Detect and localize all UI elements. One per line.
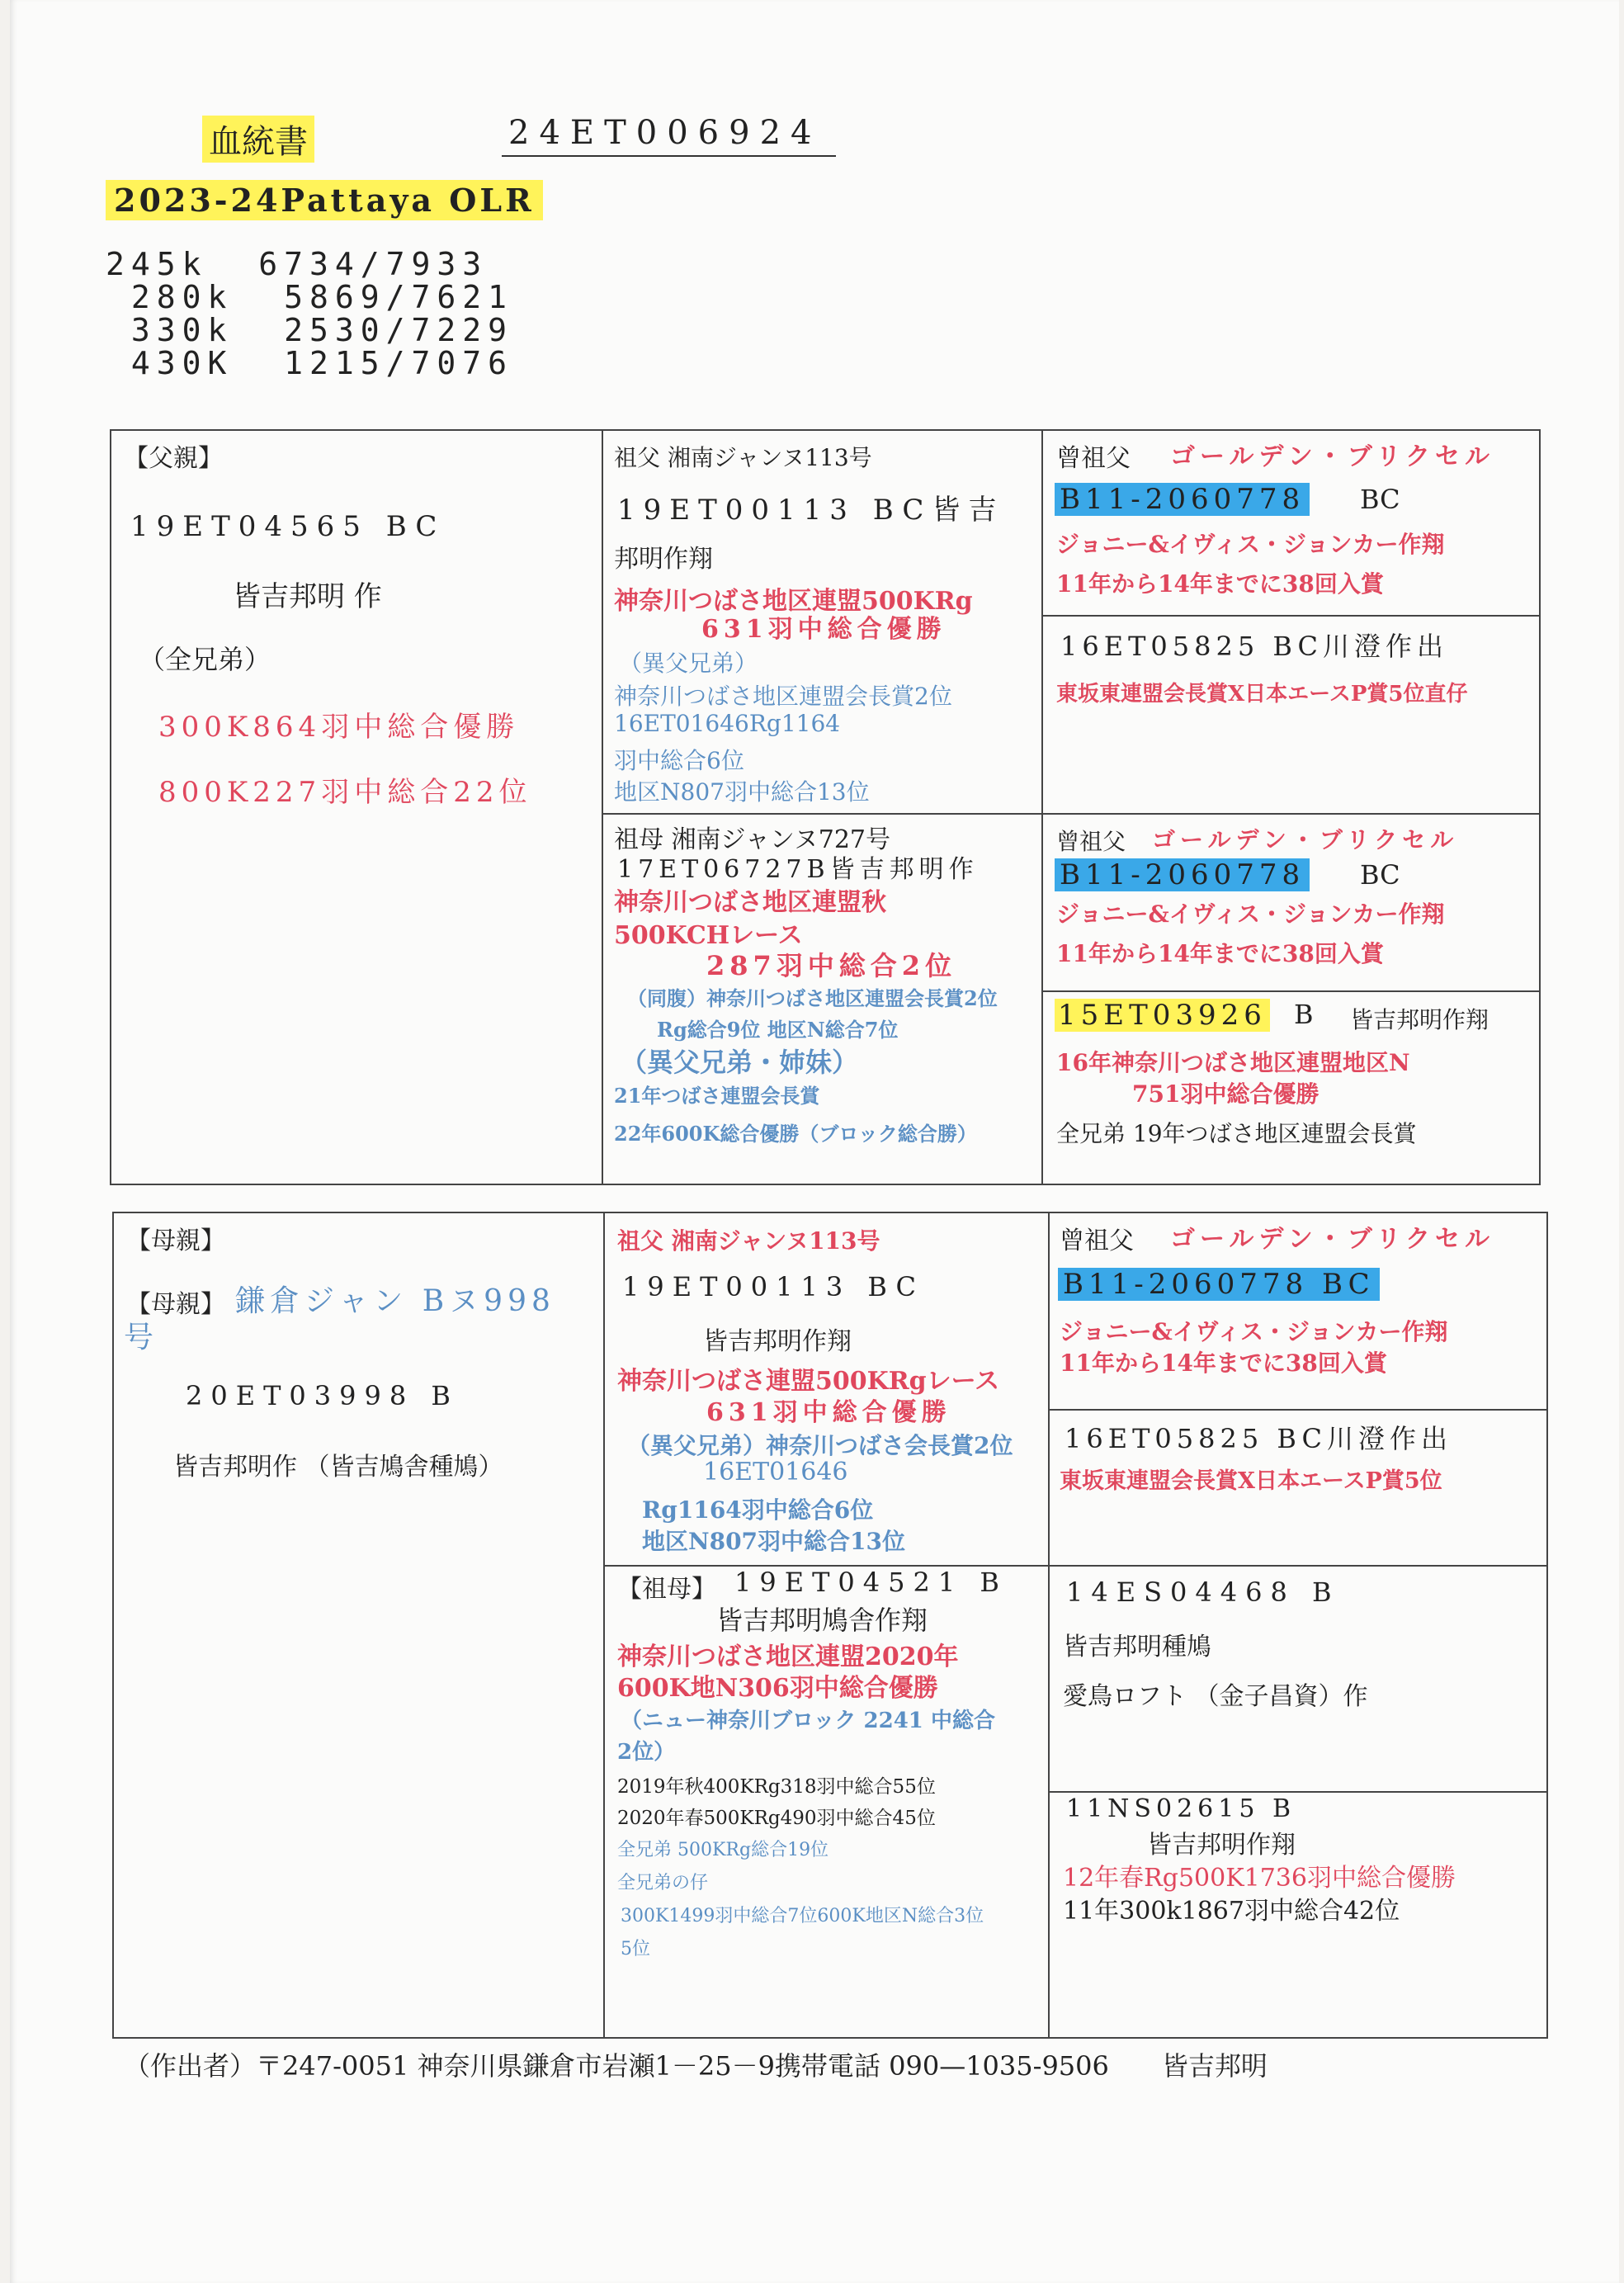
great-granddam-line: 全兄弟 19年つばさ地区連盟会長賞 [1056,1120,1417,1147]
great-grandsire-name: ゴールデン・ブリクセル [1170,1225,1494,1254]
great-granddam-ring: 15ET03926 [1055,999,1270,1032]
granddam-line: 600K地N306羽中総合優勝 [617,1674,938,1703]
great-grandsire-name: ゴールデン・ブリクセル [1152,826,1459,853]
breeder-footer: （作出者）〒247-0051 神奈川県鎌倉市岩瀬1－25－9携帯電話 090—1035-9506 皆吉邦明 [124,2050,1268,2082]
grandsire-label: 祖父 湘南ジャンヌ113号 [617,1227,880,1255]
great-grandsire-line: 11年から14年までに38回入賞 [1056,940,1384,967]
granddam-line: 287羽中総合2位 [706,950,957,981]
great-grandsire-line: ジョニー&イヴィス・ジョンカー作翔 [1060,1318,1448,1345]
granddam-line: 5位 [621,1939,650,1959]
granddam-line: Rg総合9位 地区N総合7位 [657,1018,899,1042]
great-grandsire-ring: B11-2060778 [1055,483,1310,516]
mother-ring: 20ET03998 B [186,1380,459,1411]
mother-name: 鎌倉ジャン Bヌ998 [235,1284,555,1318]
great-grandsire-ring-suffix: BC [1360,859,1400,891]
granddam-line: 500KCHレース [614,921,803,950]
result-line: 245k 6734/7933 [106,246,489,282]
granddam-ring: 19ET04521 B [734,1567,1008,1598]
great-granddam-line: 東坂東連盟会長賞X日本エースP賞5位直仔 [1056,682,1468,707]
grandsire-line: 地区N807羽中総合13位 [614,778,870,806]
grandsire-ring: 19ET00113 BC [622,1271,924,1302]
granddam-label: 【祖母】 [617,1575,716,1604]
granddam-ring: 17ET06727B皆吉邦明作 [617,855,979,884]
grandsire-line: 631羽中総合優勝 [701,615,947,644]
great-grandsire-label: 曾祖父 [1056,444,1131,473]
great-granddam-line: 12年春Rg500K1736羽中総合優勝 [1063,1864,1456,1893]
result-line: 430K 1215/7076 [106,345,514,381]
father-achievement: 800K227羽中総合22位 [158,776,532,809]
granddam-line: 21年つばさ連盟会長賞 [614,1084,820,1108]
granddam-line: 全兄弟 500KRg総合19位 [617,1840,829,1860]
great-grandsire-ring: B11-2060778 [1055,858,1310,891]
great-grandsire-line: 皆吉邦明種鳩 [1063,1633,1211,1661]
father-label: 【父親】 [124,444,223,473]
grandsire-line: 地区N807羽中総合13位 [642,1528,906,1555]
great-granddam-line: 751羽中総合優勝 [1132,1080,1320,1108]
granddam-line: 2020年春500KRg490羽中総合45位 [617,1808,936,1829]
granddam-line: （異父兄弟・姉妹） [621,1047,859,1078]
mother-breeder: 皆吉邦明作 （皆吉鳩舎種鳩） [173,1453,503,1482]
granddam-line: 22年600K総合優勝（ブロック総合勝） [614,1122,977,1146]
granddam-line: 全兄弟の仔 [617,1873,709,1893]
granddam-line: 300K1499羽中総合7位600K地区N総合3位 [621,1906,984,1926]
great-grandsire-name: ゴールデン・ブリクセル [1170,442,1494,471]
granddam-line: （ニュー神奈川ブロック 2241 中総合 [621,1709,995,1733]
granddam-line: （同腹）神奈川つばさ地区連盟会長賞2位 [627,986,998,1010]
grandsire-line: 神奈川つばさ地区連盟会長賞2位 [614,683,952,710]
great-grandsire-ring: 14ES04468 B [1066,1576,1340,1608]
granddam-line: 神奈川つばさ地区連盟秋 [614,888,886,917]
great-grandsire-line: 愛鳥ロフト （金子昌資）作 [1063,1682,1368,1711]
great-grandsire-line: ジョニー&イヴィス・ジョンカー作翔 [1056,900,1445,928]
great-grandsire-label: 曾祖父 [1056,828,1126,855]
father-ring: 19ET04565 BC [130,510,446,543]
great-granddam-ring: 16ET05825 BC川澄作出 [1060,631,1448,662]
grandsire-breeder: 邦明作翔 [614,545,713,574]
result-line: 280k 5869/7621 [106,279,514,315]
grandsire-line: 羽中総合6位 [614,747,744,774]
document-number: 24ET006924 [502,114,836,157]
father-breeder: 皆吉邦明 作 [233,580,382,613]
race-name: 2023-24Pattaya OLR [106,180,543,220]
mother-label: 【母親】 [126,1290,225,1319]
grandsire-line: 16ET01646 [703,1458,848,1487]
great-grandsire-label: 曾祖父 [1060,1227,1134,1255]
grandsire-line: 16ET01646Rg1164 [614,710,841,737]
great-granddam-line: 東坂東連盟会長賞X日本エースP賞5位 [1060,1468,1442,1494]
result-line: 330k 2530/7229 [106,312,514,348]
granddam-line: 2019年秋400KRg318羽中総合55位 [617,1776,936,1798]
grandsire-label: 祖父 湘南ジャンヌ113号 [614,444,872,471]
great-granddam-ring-suffix: B [1294,999,1314,1030]
great-grandsire-line: 11年から14年までに38回入賞 [1060,1349,1387,1377]
grandsire-line: （異父兄弟） [619,650,758,677]
granddam-label: 祖母 湘南ジャンヌ727号 [614,825,890,854]
great-granddam-breeder: 皆吉邦明作翔 [1147,1831,1296,1860]
grandsire-line: Rg1164羽中総合6位 [642,1496,874,1524]
great-granddam-line: 16年神奈川つばさ地区連盟地区N [1056,1049,1410,1076]
grandsire-line: 神奈川つばさ連盟500KRgレース [617,1367,1000,1396]
grandsire-line: 神奈川つばさ地区連盟500KRg [614,587,973,616]
great-grandsire-line: 11年から14年までに38回入賞 [1056,570,1384,598]
document-title: 血統書 [202,116,314,163]
great-granddam-breeder: 皆吉邦明作翔 [1350,1006,1489,1033]
father-siblings-label: （全兄弟） [139,644,271,675]
race-results [106,248,513,380]
great-grandsire-ring-suffix: BC [1360,484,1400,515]
granddam-breeder: 皆吉邦明鳩舎作翔 [716,1605,928,1636]
grandsire-line: （異父兄弟）神奈川つばさ会長賞2位 [627,1432,1013,1459]
grandsire-line: 631羽中総合優勝 [706,1398,951,1427]
mother-name: 号 [124,1321,154,1354]
granddam-line: 2位） [617,1740,676,1765]
great-granddam-ring: 16ET05825 BC川澄作出 [1065,1423,1452,1454]
granddam-line: 神奈川つばさ地区連盟2020年 [617,1643,959,1671]
great-grandsire-line: ジョニー&イヴィス・ジョンカー作翔 [1056,531,1445,558]
great-granddam-line: 11年300k1867羽中総合42位 [1063,1897,1400,1926]
great-granddam-ring: 11NS02615 B [1066,1794,1296,1823]
grandsire-breeder: 皆吉邦明作翔 [703,1327,852,1356]
father-achievement: 300K864羽中総合優勝 [158,711,520,744]
grandsire-ring: 19ET00113 BC皆吉 [617,494,1005,527]
great-grandsire-ring: B11-2060778 BC [1058,1268,1380,1301]
mother-label: 【母親】 [126,1227,225,1255]
